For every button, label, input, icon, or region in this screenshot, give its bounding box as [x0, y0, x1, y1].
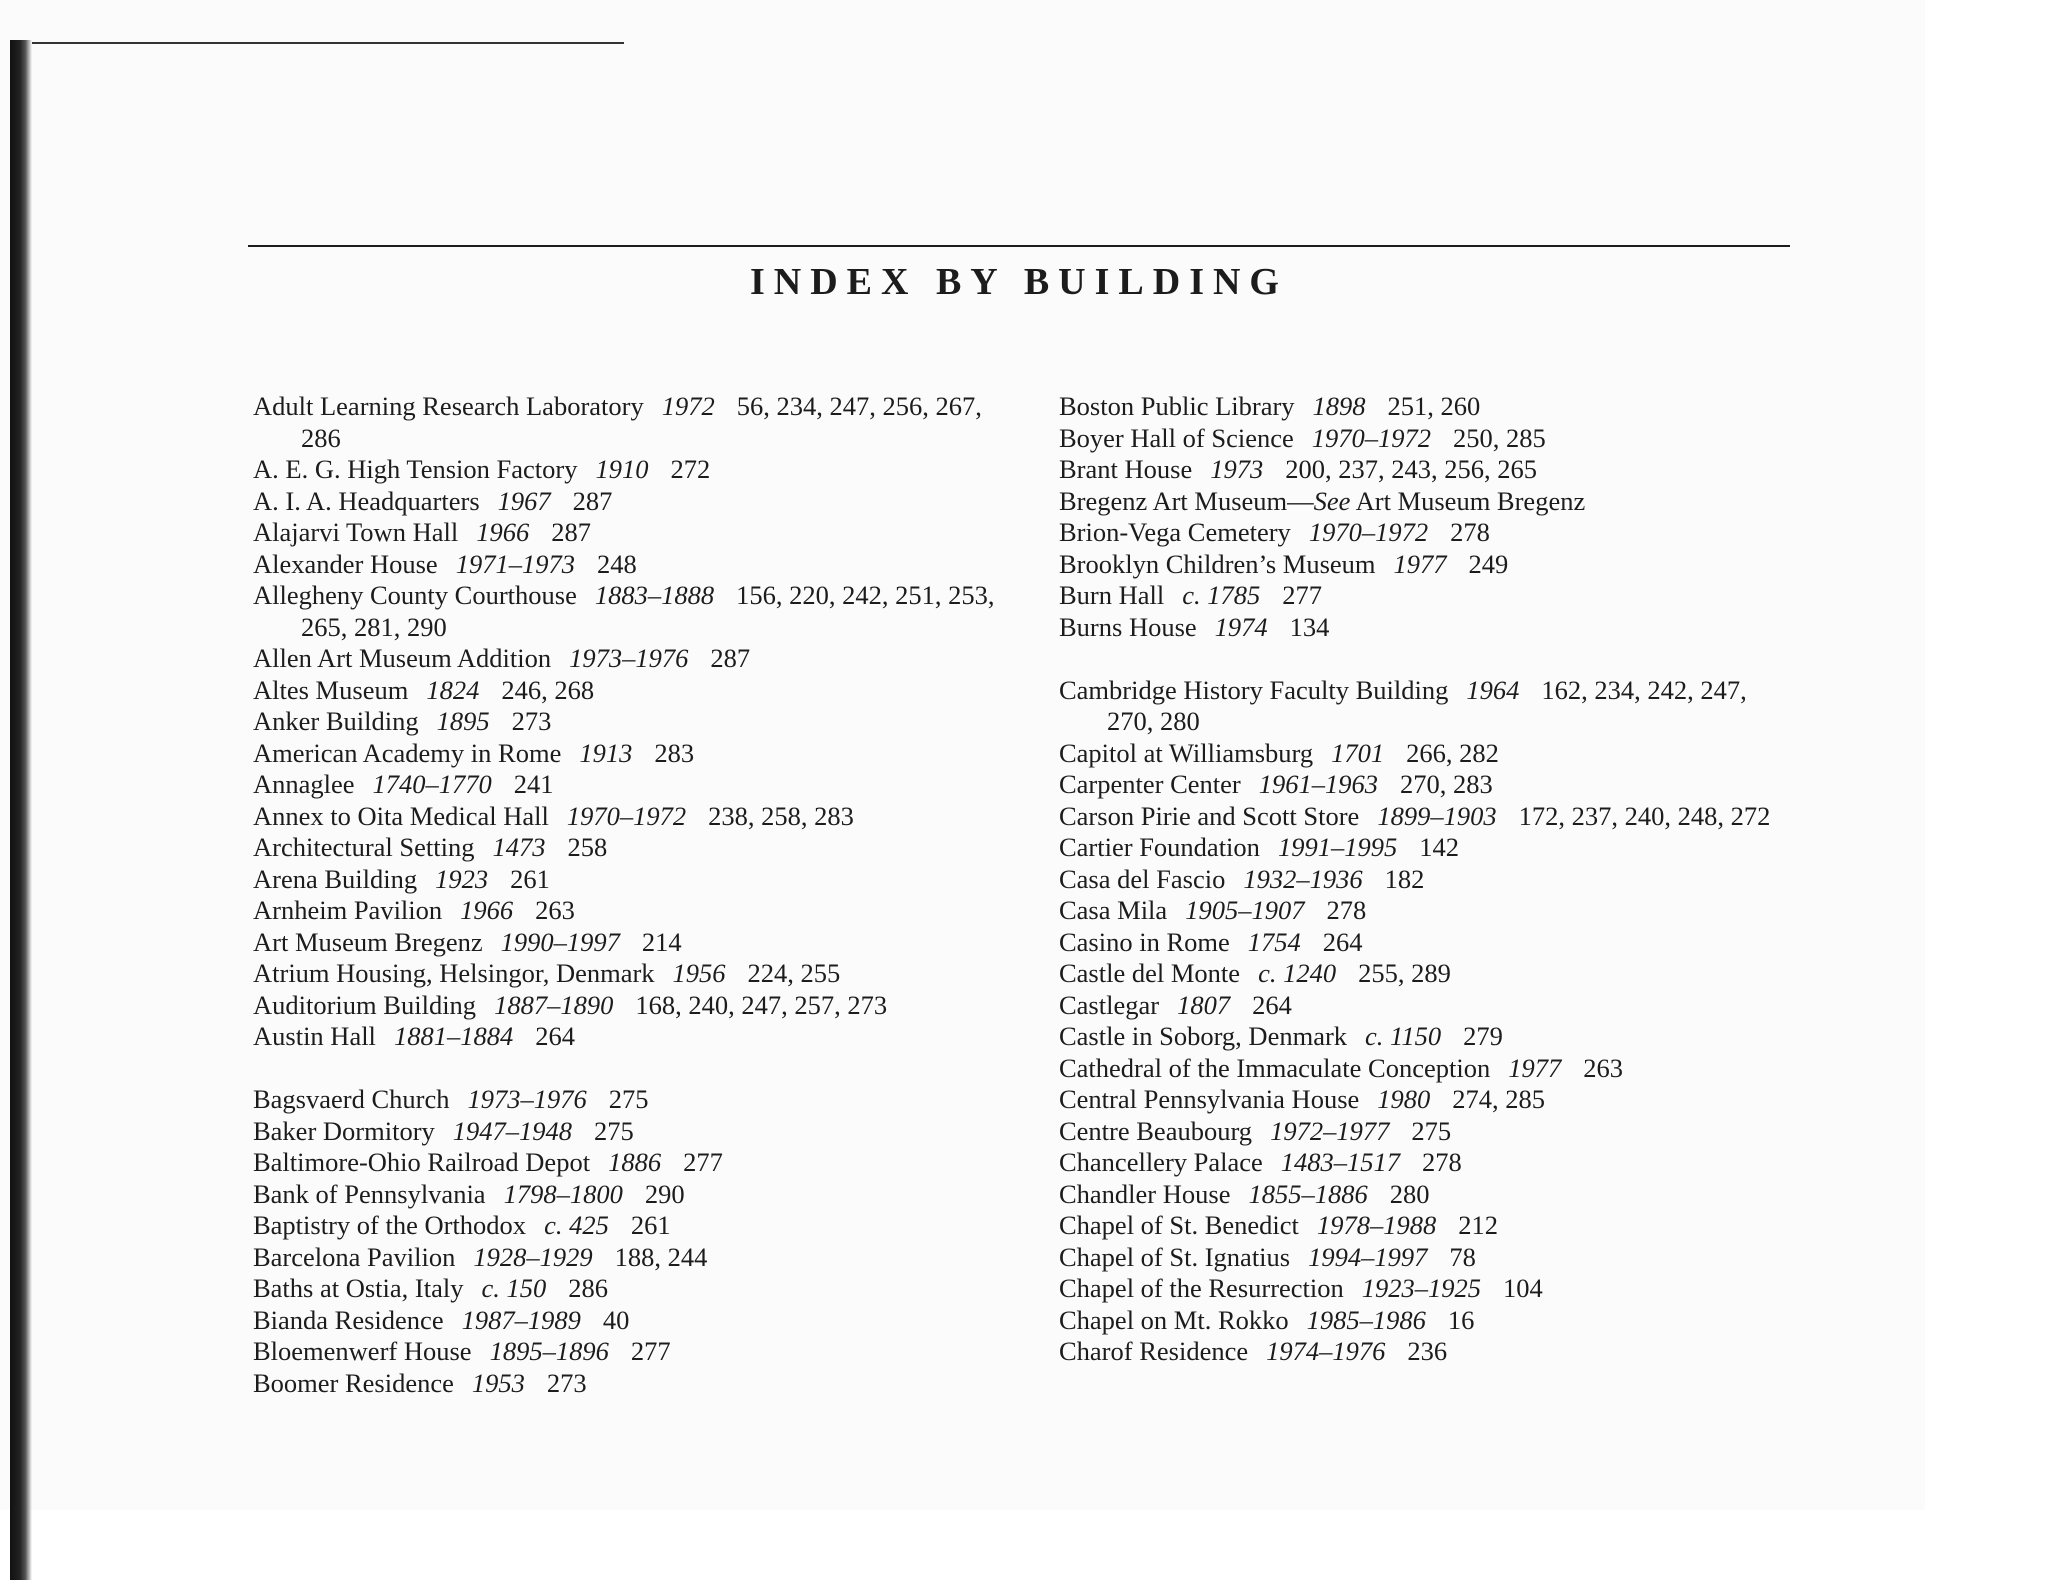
- building-date: 1974–1976: [1266, 1336, 1386, 1366]
- index-entry: [253, 1273, 1013, 1305]
- building-name: Boston Public Library: [1059, 391, 1295, 421]
- page-refs: 56, 234, 247, 256, 267, 286: [301, 391, 982, 453]
- building-date: 1994–1997: [1308, 1241, 1428, 1272]
- page-refs: 16: [1447, 1304, 1475, 1335]
- building-name: Annaglee: [253, 769, 355, 799]
- page-refs: 188, 244: [614, 1241, 708, 1272]
- building-name: Casa Mila: [1059, 895, 1168, 925]
- building-date: 1970–1972: [1308, 517, 1429, 547]
- building-date: c. 150: [481, 1273, 547, 1303]
- building-name: A. E. G. High Tension Factory: [253, 454, 578, 484]
- index-entry: [1059, 1147, 1779, 1179]
- building-date: 1973: [1210, 454, 1264, 484]
- index-entry: [253, 769, 1013, 801]
- page-refs: 172, 237, 240, 248, 272: [1518, 800, 1771, 831]
- building-name: Cartier Foundation: [1059, 832, 1260, 862]
- index-entry: [253, 486, 1013, 518]
- page-refs: 275: [594, 1115, 634, 1146]
- page-refs: 261: [630, 1210, 671, 1240]
- page-refs: 104: [1503, 1273, 1543, 1303]
- page-refs: 261: [510, 863, 550, 894]
- index-entry: [1059, 1273, 1779, 1305]
- building-name: Architectural Setting: [253, 832, 475, 862]
- building-name: Chancellery Palace: [1059, 1147, 1263, 1177]
- building-date: 1923: [435, 863, 489, 894]
- index-entry: [253, 1116, 1013, 1148]
- page-refs: 275: [608, 1084, 649, 1114]
- building-name: Capitol at Williamsburg: [1059, 737, 1314, 768]
- page-refs: 251, 260: [1387, 391, 1481, 421]
- building-name: Brant House: [1059, 454, 1193, 484]
- page-refs: 286: [568, 1273, 609, 1303]
- building-name: Cathedral of the Immaculate Conception: [1059, 1052, 1491, 1083]
- building-name: Auditorium Building: [253, 989, 477, 1020]
- building-date: 1807: [1177, 989, 1231, 1020]
- page-refs: 258: [567, 832, 608, 862]
- building-name: Atrium Housing, Helsingor, Denmark: [253, 958, 655, 988]
- index-entry: [1059, 1179, 1779, 1211]
- index-column-right: [1059, 391, 1779, 1368]
- index-entry: [1059, 454, 1779, 486]
- building-date: 1932–1936: [1243, 863, 1363, 894]
- page-refs: 264: [535, 1021, 575, 1051]
- building-name: Allegheny County Courthouse: [253, 580, 577, 610]
- index-entry: [1059, 769, 1779, 801]
- building-name: Arnheim Pavilion: [253, 895, 443, 925]
- index-entry: [1059, 1116, 1779, 1148]
- building-date: 1987–1989: [461, 1304, 581, 1335]
- building-date: 1754: [1247, 926, 1301, 957]
- building-date: 1886: [608, 1147, 662, 1177]
- index-entry: [253, 738, 1013, 770]
- index-entry: [1059, 738, 1779, 770]
- index-entry: [253, 1242, 1013, 1274]
- page-refs: 250, 285: [1453, 422, 1546, 453]
- building-date: 1905–1907: [1185, 895, 1305, 925]
- building-date: 1977: [1508, 1052, 1562, 1083]
- building-name: Castle in Soborg, Denmark: [1059, 1021, 1348, 1051]
- index-entry: [253, 958, 1013, 990]
- building-date: 1701: [1331, 737, 1385, 768]
- building-name: Art Museum Bregenz: [253, 926, 483, 957]
- page-refs: 273: [546, 1367, 587, 1398]
- building-date: 1967: [497, 485, 551, 516]
- building-date: 1473: [492, 832, 546, 862]
- building-name: Brion-Vega Cemetery: [1059, 517, 1291, 547]
- building-name: Chandler House: [1059, 1178, 1231, 1209]
- see-target: Art Museum Bregenz: [1355, 485, 1586, 516]
- building-name: Casa del Fascio: [1059, 863, 1226, 894]
- building-name: Baths at Ostia, Italy: [253, 1273, 464, 1303]
- index-entry: [1059, 958, 1779, 990]
- building-name: American Academy in Rome: [253, 737, 562, 768]
- page-refs: 278: [1326, 895, 1367, 925]
- index-entry: [253, 1147, 1013, 1179]
- building-date: 1855–1886: [1248, 1178, 1368, 1209]
- building-name: Carson Pirie and Scott Store: [1059, 800, 1360, 831]
- index-entry: [253, 1336, 1013, 1368]
- page-refs: 264: [1252, 989, 1292, 1020]
- page-refs: 277: [683, 1147, 723, 1177]
- page-refs: 266, 282: [1406, 737, 1499, 768]
- page-refs: 241: [513, 769, 554, 799]
- page-refs: 278: [1422, 1147, 1462, 1177]
- page-refs: 212: [1458, 1210, 1498, 1240]
- building-name: Adult Learning Research Laboratory: [253, 391, 644, 421]
- index-entry: [1059, 1053, 1779, 1085]
- page-refs: 214: [641, 926, 682, 957]
- letter-group-gap: [1059, 643, 1779, 675]
- top-rule: [32, 42, 624, 44]
- building-date: 1913: [579, 737, 633, 768]
- building-date: 1824: [426, 674, 480, 705]
- index-entry: [1059, 675, 1779, 738]
- index-entry: [1059, 580, 1779, 612]
- page-refs: 40: [602, 1304, 630, 1335]
- building-name: Bregenz Art Museum—: [1059, 485, 1314, 516]
- building-name: Anker Building: [253, 706, 419, 736]
- page-refs: 238, 258, 283: [708, 800, 854, 831]
- index-entry: [253, 1179, 1013, 1211]
- index-entry: [253, 549, 1013, 581]
- building-name: Alajarvi Town Hall: [253, 517, 459, 547]
- index-entry: [1059, 864, 1779, 896]
- index-entry: [253, 391, 1013, 454]
- building-name: Centre Beaubourg: [1059, 1115, 1253, 1146]
- building-date: 1991–1995: [1277, 832, 1398, 862]
- building-name: Chapel on Mt. Rokko: [1059, 1304, 1289, 1335]
- building-date: 1964: [1466, 674, 1520, 705]
- building-date: 1740–1770: [372, 769, 492, 799]
- building-date: 1973–1976: [569, 643, 689, 673]
- page-refs: 263: [535, 895, 575, 925]
- page-refs: 277: [1282, 580, 1323, 610]
- building-date: 1972: [661, 391, 715, 421]
- building-date: 1970–1972: [566, 800, 687, 831]
- building-name: Cambridge History Faculty Building: [1059, 674, 1449, 705]
- page-refs: 290: [644, 1178, 685, 1209]
- page-refs: 182: [1384, 863, 1425, 894]
- page-refs: 200, 237, 243, 256, 265: [1285, 454, 1537, 484]
- index-entry: [1059, 423, 1779, 455]
- building-name: Annex to Oita Medical Hall: [253, 800, 549, 831]
- index-entry: [1059, 832, 1779, 864]
- index-entry: [1059, 1084, 1779, 1116]
- index-entry: [253, 864, 1013, 896]
- building-name: Austin Hall: [253, 1021, 376, 1051]
- building-date: 1970–1972: [1311, 422, 1431, 453]
- building-date: 1881–1884: [393, 1021, 514, 1051]
- building-name: Chapel of St. Ignatius: [1059, 1241, 1291, 1272]
- building-date: 1977: [1393, 548, 1447, 579]
- page-refs: 248: [596, 548, 637, 579]
- building-date: 1947–1948: [452, 1115, 573, 1146]
- index-entry: [1059, 895, 1779, 927]
- index-entry: [253, 1021, 1013, 1053]
- index-entry: [253, 1084, 1013, 1116]
- index-entry: [1059, 1305, 1779, 1337]
- building-date: 1923–1925: [1361, 1273, 1482, 1303]
- building-date: 1483–1517: [1280, 1147, 1401, 1177]
- building-date: 1971–1973: [455, 548, 575, 579]
- index-entry: [253, 1305, 1013, 1337]
- building-name: Bianda Residence: [253, 1304, 444, 1335]
- index-entry: [253, 990, 1013, 1022]
- building-name: Allen Art Museum Addition: [253, 643, 552, 673]
- building-date: 1887–1890: [494, 989, 614, 1020]
- index-entry: [1059, 549, 1779, 581]
- building-date: 1961–1963: [1258, 769, 1378, 799]
- building-name: Boomer Residence: [253, 1367, 454, 1398]
- building-date: 1910: [595, 454, 649, 484]
- page-refs: 246, 268: [501, 674, 595, 705]
- index-entry-cross-reference: [1059, 486, 1779, 518]
- building-date: 1966: [460, 895, 514, 925]
- index-entry: [1059, 1336, 1779, 1368]
- building-name: A. I. A. Headquarters: [253, 485, 480, 516]
- page-refs: 287: [572, 485, 613, 516]
- building-date: 1985–1986: [1306, 1304, 1426, 1335]
- building-name: Boyer Hall of Science: [1059, 422, 1294, 453]
- building-date: 1928–1929: [473, 1241, 593, 1272]
- index-entry: [1059, 1210, 1779, 1242]
- building-date: 1978–1988: [1316, 1210, 1437, 1240]
- building-name: Altes Museum: [253, 674, 409, 705]
- page-refs: 78: [1449, 1241, 1476, 1272]
- building-date: c. 1240: [1258, 958, 1337, 988]
- building-name: Casino in Rome: [1059, 926, 1230, 957]
- page-refs: 287: [551, 517, 591, 547]
- page-refs: 249: [1468, 548, 1509, 579]
- page-refs: 273: [511, 706, 552, 736]
- building-name: Central Pennsylvania House: [1059, 1084, 1360, 1114]
- building-date: 1798–1800: [503, 1178, 623, 1209]
- building-date: 1974: [1214, 611, 1268, 642]
- index-entry: [253, 675, 1013, 707]
- building-name: Bloemenwerf House: [253, 1336, 472, 1366]
- page-refs: 270, 283: [1400, 769, 1493, 799]
- page-refs: 134: [1289, 611, 1330, 642]
- building-date: 1990–1997: [500, 926, 620, 957]
- index-entry: [253, 706, 1013, 738]
- building-date: c. 1785: [1182, 580, 1261, 610]
- index-entry: [1059, 1021, 1779, 1053]
- page-refs: 142: [1419, 832, 1459, 862]
- index-entry: [253, 517, 1013, 549]
- building-name: Chapel of the Resurrection: [1059, 1273, 1344, 1303]
- building-date: 1899–1903: [1377, 800, 1497, 831]
- building-date: 1895: [436, 706, 490, 736]
- building-name: Burns House: [1059, 611, 1197, 642]
- building-date: 1898: [1312, 391, 1366, 421]
- building-name: Bagsvaerd Church: [253, 1084, 450, 1114]
- building-date: 1973–1976: [467, 1084, 587, 1114]
- page-refs: 263: [1583, 1052, 1623, 1083]
- index-entry: [253, 643, 1013, 675]
- building-date: 1883–1888: [594, 580, 715, 610]
- page-title: INDEX BY BUILDING: [750, 261, 1288, 303]
- building-date: c. 425: [544, 1210, 609, 1240]
- scan-binding-shadow: [10, 40, 32, 1580]
- page-refs: 255, 289: [1358, 958, 1451, 988]
- page-refs: 280: [1389, 1178, 1430, 1209]
- index-entry: [1059, 801, 1779, 833]
- index-entry: [253, 1368, 1013, 1400]
- page-refs: 278: [1450, 517, 1490, 547]
- building-name: Castlegar: [1059, 989, 1160, 1020]
- index-entry: [1059, 517, 1779, 549]
- building-date: 1953: [471, 1367, 525, 1398]
- building-name: Brooklyn Children’s Museum: [1059, 548, 1376, 579]
- building-name: Chapel of St. Benedict: [1059, 1210, 1299, 1240]
- index-entry: [253, 1210, 1013, 1242]
- index-entry: [1059, 391, 1779, 423]
- page-refs: 156, 220, 242, 251, 253, 265, 281, 290: [301, 580, 995, 642]
- page-refs: 162, 234, 242, 247, 270, 280: [1107, 674, 1747, 736]
- page-refs: 264: [1322, 926, 1363, 957]
- building-date: 1895–1896: [489, 1336, 609, 1366]
- page-refs: 277: [630, 1336, 671, 1366]
- page-refs: 283: [654, 737, 695, 768]
- header-rule: [248, 245, 1790, 247]
- page-refs: 168, 240, 247, 257, 273: [635, 989, 888, 1020]
- index-entry: [253, 801, 1013, 833]
- building-date: 1956: [672, 958, 726, 988]
- building-name: Baker Dormitory: [253, 1115, 435, 1146]
- page-refs: 224, 255: [747, 958, 841, 988]
- building-date: 1972–1977: [1270, 1115, 1390, 1146]
- building-name: Arena Building: [253, 863, 418, 894]
- page-refs: 287: [710, 643, 751, 673]
- building-name: Barcelona Pavilion: [253, 1241, 456, 1272]
- building-name: Bank of Pennsylvania: [253, 1178, 486, 1209]
- building-date: 1980: [1377, 1084, 1431, 1114]
- building-name: Carpenter Center: [1059, 769, 1241, 799]
- building-name: Charof Residence: [1059, 1336, 1249, 1366]
- building-name: Baltimore-Ohio Railroad Depot: [253, 1147, 591, 1177]
- index-entry: [253, 580, 1013, 643]
- see-reference: See: [1313, 485, 1351, 516]
- building-name: Burn Hall: [1059, 580, 1165, 610]
- index-entry: [253, 832, 1013, 864]
- page-refs: 275: [1411, 1115, 1452, 1146]
- index-entry: [253, 895, 1013, 927]
- page-refs: 274, 285: [1452, 1084, 1546, 1114]
- building-name: Castle del Monte: [1059, 958, 1241, 988]
- index-entry: [1059, 1242, 1779, 1274]
- index-entry: [1059, 612, 1779, 644]
- building-name: Alexander House: [253, 548, 438, 579]
- page-refs: 272: [670, 454, 711, 484]
- index-entry: [253, 927, 1013, 959]
- page-refs: 279: [1463, 1021, 1503, 1051]
- building-date: 1966: [476, 517, 530, 547]
- index-entry: [253, 454, 1013, 486]
- index-entry: [1059, 927, 1779, 959]
- building-date: c. 1150: [1365, 1021, 1442, 1051]
- letter-group-gap: [253, 1053, 1013, 1085]
- index-entry: [1059, 990, 1779, 1022]
- index-column-left: [253, 391, 1013, 1399]
- page-refs: 236: [1407, 1336, 1448, 1366]
- building-name: Baptistry of the Orthodox: [253, 1210, 527, 1240]
